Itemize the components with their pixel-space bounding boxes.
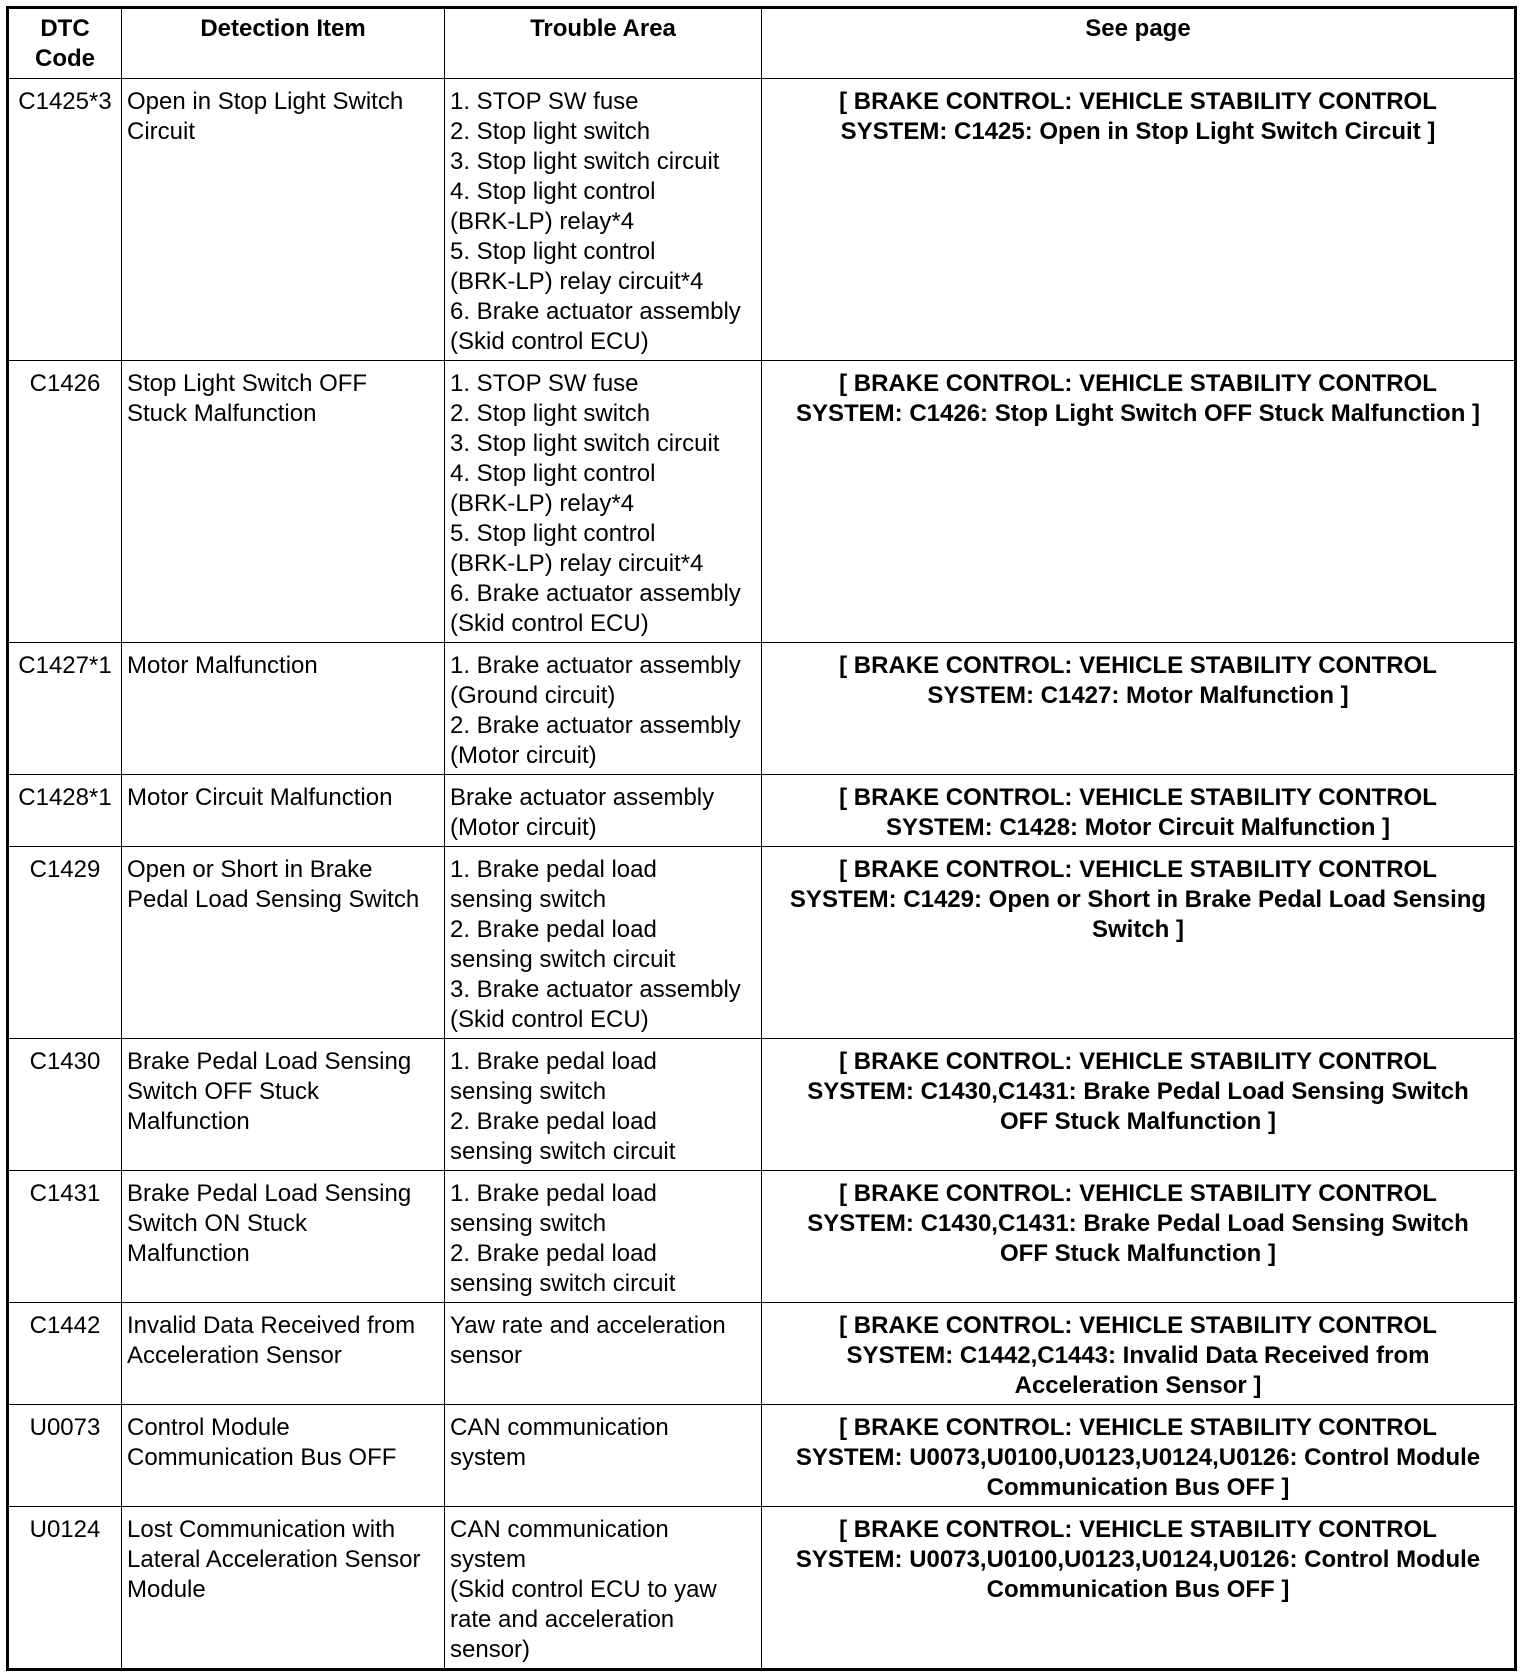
detection-item-line: Open or Short in Brake [127, 856, 373, 883]
see-page-line: SYSTEM: C1425: Open in Stop Light Switch Circuit ] [840, 118, 1436, 145]
trouble-area-line: CAN communication [450, 1414, 669, 1441]
header-trouble-area: Trouble Area [445, 8, 762, 79]
trouble-area-line: 2. Stop light switch [450, 118, 651, 145]
trouble-area-line: 3. Brake actuator assembly [450, 976, 741, 1003]
detection-item-cell [122, 1507, 445, 1670]
detection-item-line: Malfunction [127, 1108, 250, 1135]
see-page-line: [ BRAKE CONTROL: VEHICLE STABILITY CONTROL [839, 1180, 1437, 1207]
trouble-area-line: sensor) [450, 1636, 531, 1663]
detection-item-line: Module [127, 1576, 206, 1603]
detection-item-cell [122, 643, 445, 775]
trouble-area-line: 1. Brake actuator assembly [450, 652, 741, 679]
detection-item-line: Lateral Acceleration Sensor [127, 1546, 421, 1573]
detection-item-cell [122, 1039, 445, 1171]
see-page-line: SYSTEM: U0073,U0100,U0123,U0124,U0126: Control Module [795, 1546, 1481, 1573]
detection-item-line: Stuck Malfunction [127, 400, 317, 427]
trouble-area-line: 3. Stop light switch circuit [450, 430, 720, 457]
see-page-link[interactable] [762, 79, 1516, 361]
detection-item-line: Open in Stop Light Switch [127, 88, 404, 115]
dtc-code-cell: C1431 [8, 1171, 122, 1303]
trouble-area-line: Brake actuator assembly [450, 784, 715, 811]
see-page-line: [ BRAKE CONTROL: VEHICLE STABILITY CONTROL [839, 1312, 1437, 1339]
trouble-area-line: sensing switch [450, 1078, 607, 1105]
detection-item-cell [122, 79, 445, 361]
trouble-area-line: 3. Stop light switch circuit [450, 148, 720, 175]
trouble-area-line: 2. Brake actuator assembly [450, 712, 741, 739]
trouble-area-line: 1. Brake pedal load [450, 1048, 657, 1075]
trouble-area-cell [445, 847, 762, 1039]
dtc-code-cell: U0073 [8, 1405, 122, 1507]
see-page-line: OFF Stuck Malfunction ] [1000, 1240, 1276, 1267]
trouble-area-line: 2. Brake pedal load [450, 916, 657, 943]
table-row [8, 361, 1516, 643]
trouble-area-cell [445, 79, 762, 361]
header-see-page: See page [762, 8, 1516, 79]
dtc-code-cell: C1426 [8, 361, 122, 643]
detection-item-cell [122, 847, 445, 1039]
trouble-area-line: 2. Stop light switch [450, 400, 651, 427]
trouble-area-line: 5. Stop light control [450, 238, 656, 265]
trouble-area-line: (Motor circuit) [450, 814, 597, 841]
dtc-code-cell: U0124 [8, 1507, 122, 1670]
trouble-area-line: rate and acceleration [450, 1606, 675, 1633]
trouble-area-line: 4. Stop light control [450, 460, 656, 487]
trouble-area-line: sensing switch circuit [450, 1270, 676, 1297]
see-page-line: SYSTEM: C1442,C1443: Invalid Data Received from [846, 1342, 1430, 1369]
detection-item-line: Malfunction [127, 1240, 250, 1267]
table-row [8, 1303, 1516, 1405]
table-row [8, 1171, 1516, 1303]
trouble-area-line: (BRK-LP) relay*4 [450, 208, 635, 235]
see-page-line: [ BRAKE CONTROL: VEHICLE STABILITY CONTROL [839, 1516, 1437, 1543]
detection-item-cell [122, 1171, 445, 1303]
see-page-link[interactable] [762, 361, 1516, 643]
see-page-line: [ BRAKE CONTROL: VEHICLE STABILITY CONTROL [839, 784, 1437, 811]
detection-item-line: Brake Pedal Load Sensing [127, 1180, 412, 1207]
header-dtc-code [8, 8, 122, 79]
detection-item-line: Lost Communication with [127, 1516, 396, 1543]
trouble-area-cell [445, 643, 762, 775]
trouble-area-cell [445, 1507, 762, 1670]
detection-item-cell [122, 361, 445, 643]
see-page-line: OFF Stuck Malfunction ] [1000, 1108, 1276, 1135]
trouble-area-line: (Skid control ECU) [450, 1006, 649, 1033]
see-page-line: Communication Bus OFF ] [986, 1576, 1290, 1603]
detection-item-cell [122, 1303, 445, 1405]
trouble-area-line: sensing switch circuit [450, 1138, 676, 1165]
detection-item-line: Motor Malfunction [127, 652, 318, 679]
see-page-line: [ BRAKE CONTROL: VEHICLE STABILITY CONTROL [839, 1048, 1437, 1075]
trouble-area-line: 1. STOP SW fuse [450, 370, 639, 397]
see-page-link[interactable] [762, 1507, 1516, 1670]
dtc-code-cell: C1425*3 [8, 79, 122, 361]
trouble-area-line: sensor [450, 1342, 523, 1369]
trouble-area-line: 1. Brake pedal load [450, 1180, 657, 1207]
see-page-line: [ BRAKE CONTROL: VEHICLE STABILITY CONTROL [839, 856, 1437, 883]
table-row [8, 79, 1516, 361]
see-page-line: SYSTEM: C1430,C1431: Brake Pedal Load Sensing Switch [807, 1210, 1469, 1237]
dtc-table [6, 6, 1517, 1671]
see-page-link[interactable] [762, 775, 1516, 847]
dtc-code-cell: C1427*1 [8, 643, 122, 775]
header-dtc-code-line: Code [35, 45, 95, 72]
see-page-link[interactable] [762, 847, 1516, 1039]
header-detection-item: Detection Item [122, 8, 445, 79]
see-page-line: [ BRAKE CONTROL: VEHICLE STABILITY CONTROL [839, 88, 1437, 115]
header-row [8, 8, 1516, 79]
see-page-line: SYSTEM: U0073,U0100,U0123,U0124,U0126: Control Module [795, 1444, 1481, 1471]
detection-item-line: Pedal Load Sensing Switch [127, 886, 420, 913]
see-page-link[interactable] [762, 1171, 1516, 1303]
trouble-area-line: 2. Brake pedal load [450, 1108, 657, 1135]
detection-item-line: Brake Pedal Load Sensing [127, 1048, 412, 1075]
dtc-code-cell: C1442 [8, 1303, 122, 1405]
see-page-link[interactable] [762, 1039, 1516, 1171]
table-row [8, 1039, 1516, 1171]
see-page-line: Communication Bus OFF ] [986, 1474, 1290, 1501]
see-page-line: Switch ] [1091, 916, 1184, 943]
dtc-code-cell: C1428*1 [8, 775, 122, 847]
see-page-line: SYSTEM: C1426: Stop Light Switch OFF Stuck Malfunction ] [795, 400, 1481, 427]
trouble-area-cell [445, 361, 762, 643]
dtc-code-cell: C1430 [8, 1039, 122, 1171]
see-page-line: [ BRAKE CONTROL: VEHICLE STABILITY CONTROL [839, 652, 1437, 679]
see-page-line: [ BRAKE CONTROL: VEHICLE STABILITY CONTROL [839, 1414, 1437, 1441]
trouble-area-line: (BRK-LP) relay circuit*4 [450, 268, 704, 295]
trouble-area-line: sensing switch circuit [450, 946, 676, 973]
detection-item-line: Acceleration Sensor [127, 1342, 342, 1369]
detection-item-line: Circuit [127, 118, 196, 145]
trouble-area-line: sensing switch [450, 1210, 607, 1237]
trouble-area-cell [445, 1039, 762, 1171]
see-page-line: SYSTEM: C1428: Motor Circuit Malfunction ] [885, 814, 1391, 841]
see-page-line: Acceleration Sensor ] [1014, 1372, 1262, 1399]
trouble-area-line: (Ground circuit) [450, 682, 616, 709]
detection-item-line: Switch OFF Stuck [127, 1078, 320, 1105]
detection-item-cell [122, 775, 445, 847]
trouble-area-line: system [450, 1546, 527, 1573]
detection-item-line: Invalid Data Received from [127, 1312, 416, 1339]
trouble-area-line: 5. Stop light control [450, 520, 656, 547]
see-page-line: [ BRAKE CONTROL: VEHICLE STABILITY CONTROL [839, 370, 1437, 397]
trouble-area-line: (Motor circuit) [450, 742, 597, 769]
table-row [8, 847, 1516, 1039]
trouble-area-line: 6. Brake actuator assembly [450, 580, 741, 607]
trouble-area-line: (Skid control ECU) [450, 328, 649, 355]
trouble-area-line: sensing switch [450, 886, 607, 913]
table-row [8, 643, 1516, 775]
table-row [8, 1405, 1516, 1507]
see-page-line: SYSTEM: C1427: Motor Malfunction ] [927, 682, 1349, 709]
trouble-area-cell [445, 1405, 762, 1507]
trouble-area-line: 4. Stop light control [450, 178, 656, 205]
see-page-link[interactable] [762, 1303, 1516, 1405]
trouble-area-line: 2. Brake pedal load [450, 1240, 657, 1267]
trouble-area-line: CAN communication [450, 1516, 669, 1543]
trouble-area-line: (BRK-LP) relay*4 [450, 490, 635, 517]
table-header [8, 8, 1516, 79]
see-page-line: SYSTEM: C1430,C1431: Brake Pedal Load Sensing Switch [807, 1078, 1469, 1105]
see-page-link[interactable] [762, 1405, 1516, 1507]
trouble-area-line: 1. STOP SW fuse [450, 88, 639, 115]
detection-item-cell [122, 1405, 445, 1507]
see-page-link[interactable] [762, 643, 1516, 775]
detection-item-line: Control Module [127, 1414, 290, 1441]
trouble-area-line: (BRK-LP) relay circuit*4 [450, 550, 704, 577]
trouble-area-cell [445, 1171, 762, 1303]
detection-item-line: Communication Bus OFF [127, 1444, 397, 1471]
see-page-line: SYSTEM: C1429: Open or Short in Brake Pedal Load Sensing [789, 886, 1487, 913]
table-row [8, 775, 1516, 847]
trouble-area-line: 6. Brake actuator assembly [450, 298, 741, 325]
trouble-area-line: (Skid control ECU to yaw [450, 1576, 717, 1603]
header-dtc-code-line: DTC [40, 15, 90, 42]
trouble-area-cell [445, 1303, 762, 1405]
table-body [8, 79, 1516, 1670]
trouble-area-line: Yaw rate and acceleration [450, 1312, 726, 1339]
dtc-code-cell: C1429 [8, 847, 122, 1039]
detection-item-line: Switch ON Stuck [127, 1210, 308, 1237]
trouble-area-line: (Skid control ECU) [450, 610, 649, 637]
table-row [8, 1507, 1516, 1670]
detection-item-line: Stop Light Switch OFF [127, 370, 368, 397]
trouble-area-cell [445, 775, 762, 847]
trouble-area-line: system [450, 1444, 527, 1471]
trouble-area-line: 1. Brake pedal load [450, 856, 657, 883]
detection-item-line: Motor Circuit Malfunction [127, 784, 393, 811]
